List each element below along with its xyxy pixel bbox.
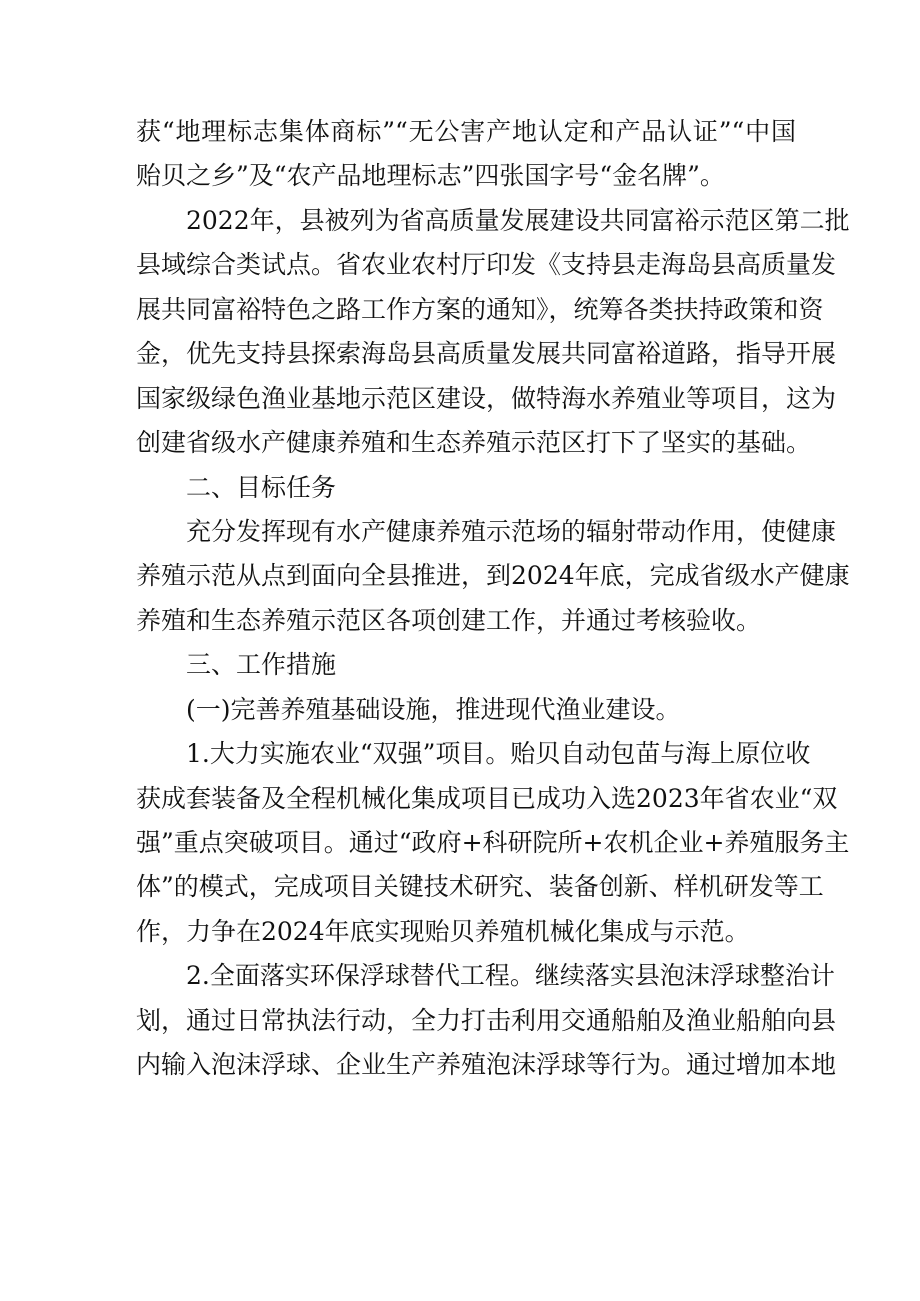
text-line: 作，力争在2024年底实现贻贝养殖机械化集成与示范。 xyxy=(136,916,750,946)
section-heading-goals xyxy=(136,466,796,510)
paragraph-goals xyxy=(136,510,850,643)
text-line: 县域综合类试点。省农业农村厅印发《支持县走海岛县高质量发 xyxy=(136,250,837,280)
heading-line: 二、目标任务 xyxy=(186,472,337,502)
text-line: 强”重点突破项目。通过“政府+科研院所+农机企业+养殖服务主 xyxy=(136,828,850,857)
text-line: 2022年，县被列为省高质量发展建设共同富裕示范区第二批 xyxy=(186,205,850,235)
text-line: 展共同富裕特色之路工作方案的通知》，统筹各类扶持政策和资 xyxy=(136,294,824,324)
text-line: 创建省级水产健康养殖和生态养殖示范区打下了坚实的基础。 xyxy=(136,428,812,458)
text-line: 国家级绿色渔业基地示范区建设，做特海水养殖业等项目，这为 xyxy=(136,383,837,413)
text-line: 2.全面落实环保浮球替代工程。继续落实县泡沫浮球整治计 xyxy=(186,961,835,991)
paragraph-eco-buoy-replacement xyxy=(136,954,837,1087)
text-line: 获“地理标志集体商标”“无公害产地认定和产品认证”“中国 xyxy=(136,117,796,146)
paragraph-trademarks xyxy=(136,110,796,199)
text-line: 养殖和生态养殖示范区各项创建工作，并通过考核验收。 xyxy=(136,605,762,635)
subheading-infrastructure xyxy=(136,688,796,732)
paragraph-pilot-2022 xyxy=(136,199,850,466)
section-heading-measures xyxy=(136,643,796,687)
heading-line: 三、工作措施 xyxy=(186,650,337,680)
heading-line: (一)完善养殖基础设施，推进现代渔业建设。 xyxy=(186,694,681,724)
text-line: 充分发挥现有水产健康养殖示范场的辐射带动作用，使健康 xyxy=(186,516,837,546)
document-body xyxy=(136,110,850,1088)
text-line: 金，优先支持县探索海岛县高质量发展共同富裕道路，指导开展 xyxy=(136,339,837,369)
text-line: 体”的模式，完成项目关键技术研究、装备创新、样机研发等工 xyxy=(136,872,824,902)
text-line: 内输入泡沫浮球、企业生产养殖泡沫浮球等行为。通过增加本地 xyxy=(136,1050,837,1080)
text-line: 划，通过日常执法行动，全力打击利用交通船舶及渔业船舶向县 xyxy=(136,1005,837,1035)
text-line: 贻贝之乡”及“农产品地理标志”四张国字号“金名牌”。 xyxy=(136,161,725,191)
text-line: 养殖示范从点到面向全县推进，到2024年底，完成省级水产健康 xyxy=(136,561,850,591)
text-line: 获成套装备及全程机械化集成项目已成功入选2023年省农业“双 xyxy=(136,783,838,813)
paragraph-double-strong-project xyxy=(136,732,850,954)
text-line: 1.大力实施农业“双强”项目。贻贝自动包苗与海上原位收 xyxy=(186,739,811,769)
